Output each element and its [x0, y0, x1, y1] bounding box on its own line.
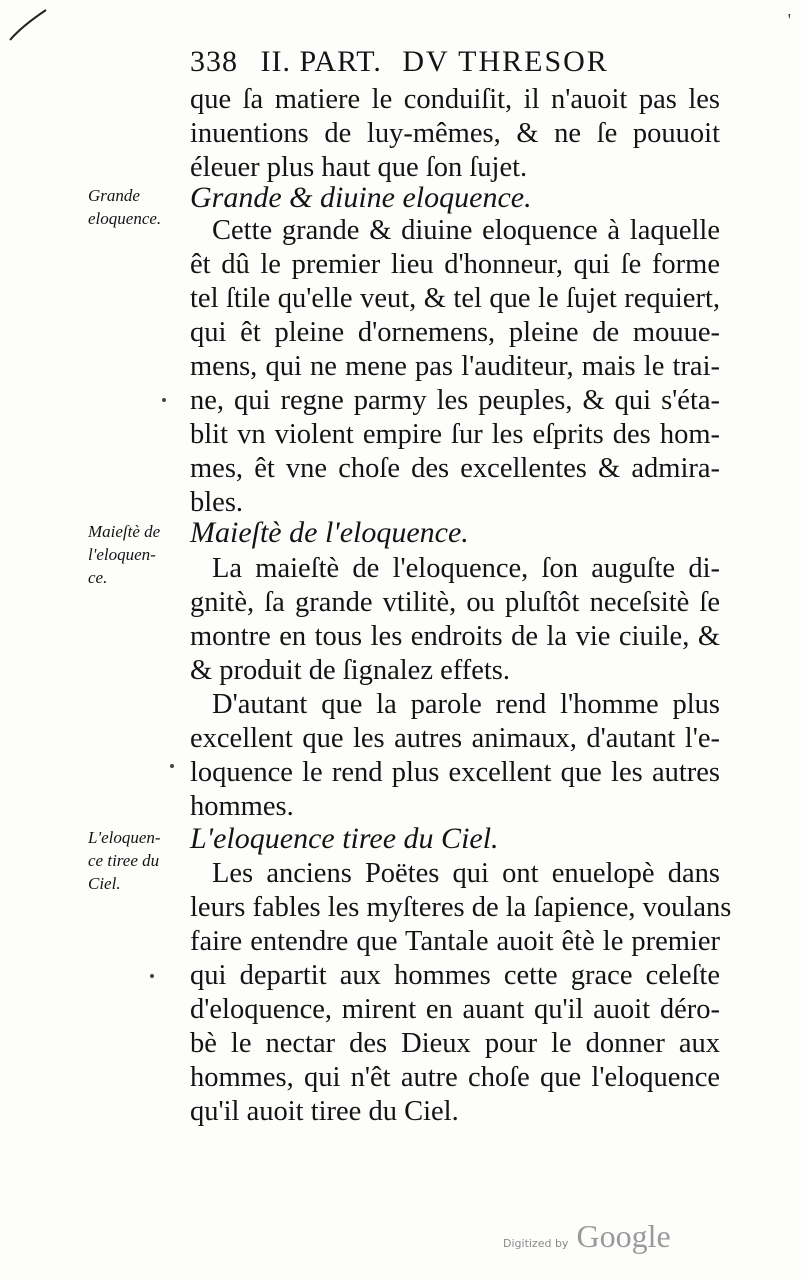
section-heading: Maieſtè de l'eloquence.	[190, 516, 469, 549]
text-line: Cette grande & diuine eloquence à laquelle	[212, 215, 720, 246]
margin-note	[88, 826, 188, 895]
text-line: d'eloquence, mirent en auant qu'il auoit déro-	[190, 994, 720, 1025]
part-label: II. PART.	[260, 45, 382, 78]
margin-note-line: ce tiree du	[88, 851, 160, 870]
margin-note-line: Ciel.	[88, 874, 121, 893]
running-head	[190, 45, 609, 79]
text-line: faire entendre que Tantale auoit êtè le premier	[190, 926, 720, 957]
text-line: que ſa matiere le conduiſit, il n'auoit pas les	[190, 84, 720, 115]
text-line: bles.	[190, 487, 244, 518]
section-heading: L'eloquence tiree du Ciel.	[190, 822, 499, 855]
digitized-watermark	[503, 1218, 671, 1255]
margin-note-line: l'eloquen-	[88, 545, 156, 564]
text-line: hommes.	[190, 791, 294, 822]
margin-note-line: Maieſtè de	[88, 522, 161, 541]
margin-note-line: Grande	[88, 186, 140, 205]
corner-pen-mark	[6, 6, 50, 46]
text-line: D'autant que la parole rend l'homme plus	[212, 689, 720, 720]
text-line: inuentions de luy-mêmes, & ne ſe pouuoit	[190, 118, 720, 149]
stray-mark	[162, 398, 166, 402]
text-line: blit vn violent empire ſur les eſprits des hom-	[190, 419, 720, 450]
text-line: hommes, qui n'êt autre choſe que l'eloquence	[190, 1062, 720, 1093]
text-line: mes, êt vne choſe des excellentes & admira-	[190, 453, 720, 484]
text-line: ne, qui regne parmy les peuples, & qui s'éta-	[190, 385, 720, 416]
digitized-by-label: Digitized by	[503, 1237, 569, 1250]
text-line: gnitè, ſa grande vtilitè, ou pluſtôt neceſsitè ſe	[190, 587, 720, 618]
margin-note-line: eloquence.	[88, 209, 162, 228]
text-line: excellent que les autres animaux, d'autant l'e-	[190, 723, 720, 754]
google-logo: Google	[576, 1218, 671, 1254]
margin-note	[88, 184, 188, 230]
section-heading: Grande & diuine eloquence.	[190, 181, 532, 214]
text-line: montre en tous les endroits de la vie ciuile, &	[190, 621, 720, 652]
text-line: mens, qui ne mene pas l'auditeur, mais le trai-	[190, 351, 720, 382]
text-line: bè le nectar des Dieux pour le donner aux	[190, 1028, 720, 1059]
text-line: qui êt pleine d'ornemens, pleine de mouue-	[190, 317, 720, 348]
book-title: DV THRESOR	[402, 45, 609, 78]
text-line: loquence le rend plus excellent que les autres	[190, 757, 720, 788]
corner-tick-mark: '	[787, 10, 791, 30]
margin-note	[88, 520, 188, 589]
stray-mark	[170, 764, 174, 768]
text-line: & produit de ſignalez effets.	[190, 655, 510, 686]
page-number: 338	[190, 45, 238, 78]
margin-note-line: L'eloquen-	[88, 828, 161, 847]
text-line: leurs fables les myſteres de la ſapience, voulans	[190, 892, 732, 923]
text-line: qu'il auoit tiree du Ciel.	[190, 1096, 459, 1127]
text-line: La maieſtè de l'eloquence, ſon auguſte di-	[212, 553, 720, 584]
margin-note-line: ce.	[88, 568, 108, 587]
text-line: êt dû le premier lieu d'honneur, qui ſe forme	[190, 249, 720, 280]
text-line: éleuer plus haut que ſon ſujet.	[190, 152, 528, 183]
text-line: Les anciens Poëtes qui ont enuelopè dans	[212, 858, 720, 889]
stray-mark	[150, 974, 154, 978]
text-line: qui departit aux hommes cette grace celeſte	[190, 960, 720, 991]
text-line: tel ſtile qu'elle veut, & tel que le ſujet requiert,	[190, 283, 720, 314]
